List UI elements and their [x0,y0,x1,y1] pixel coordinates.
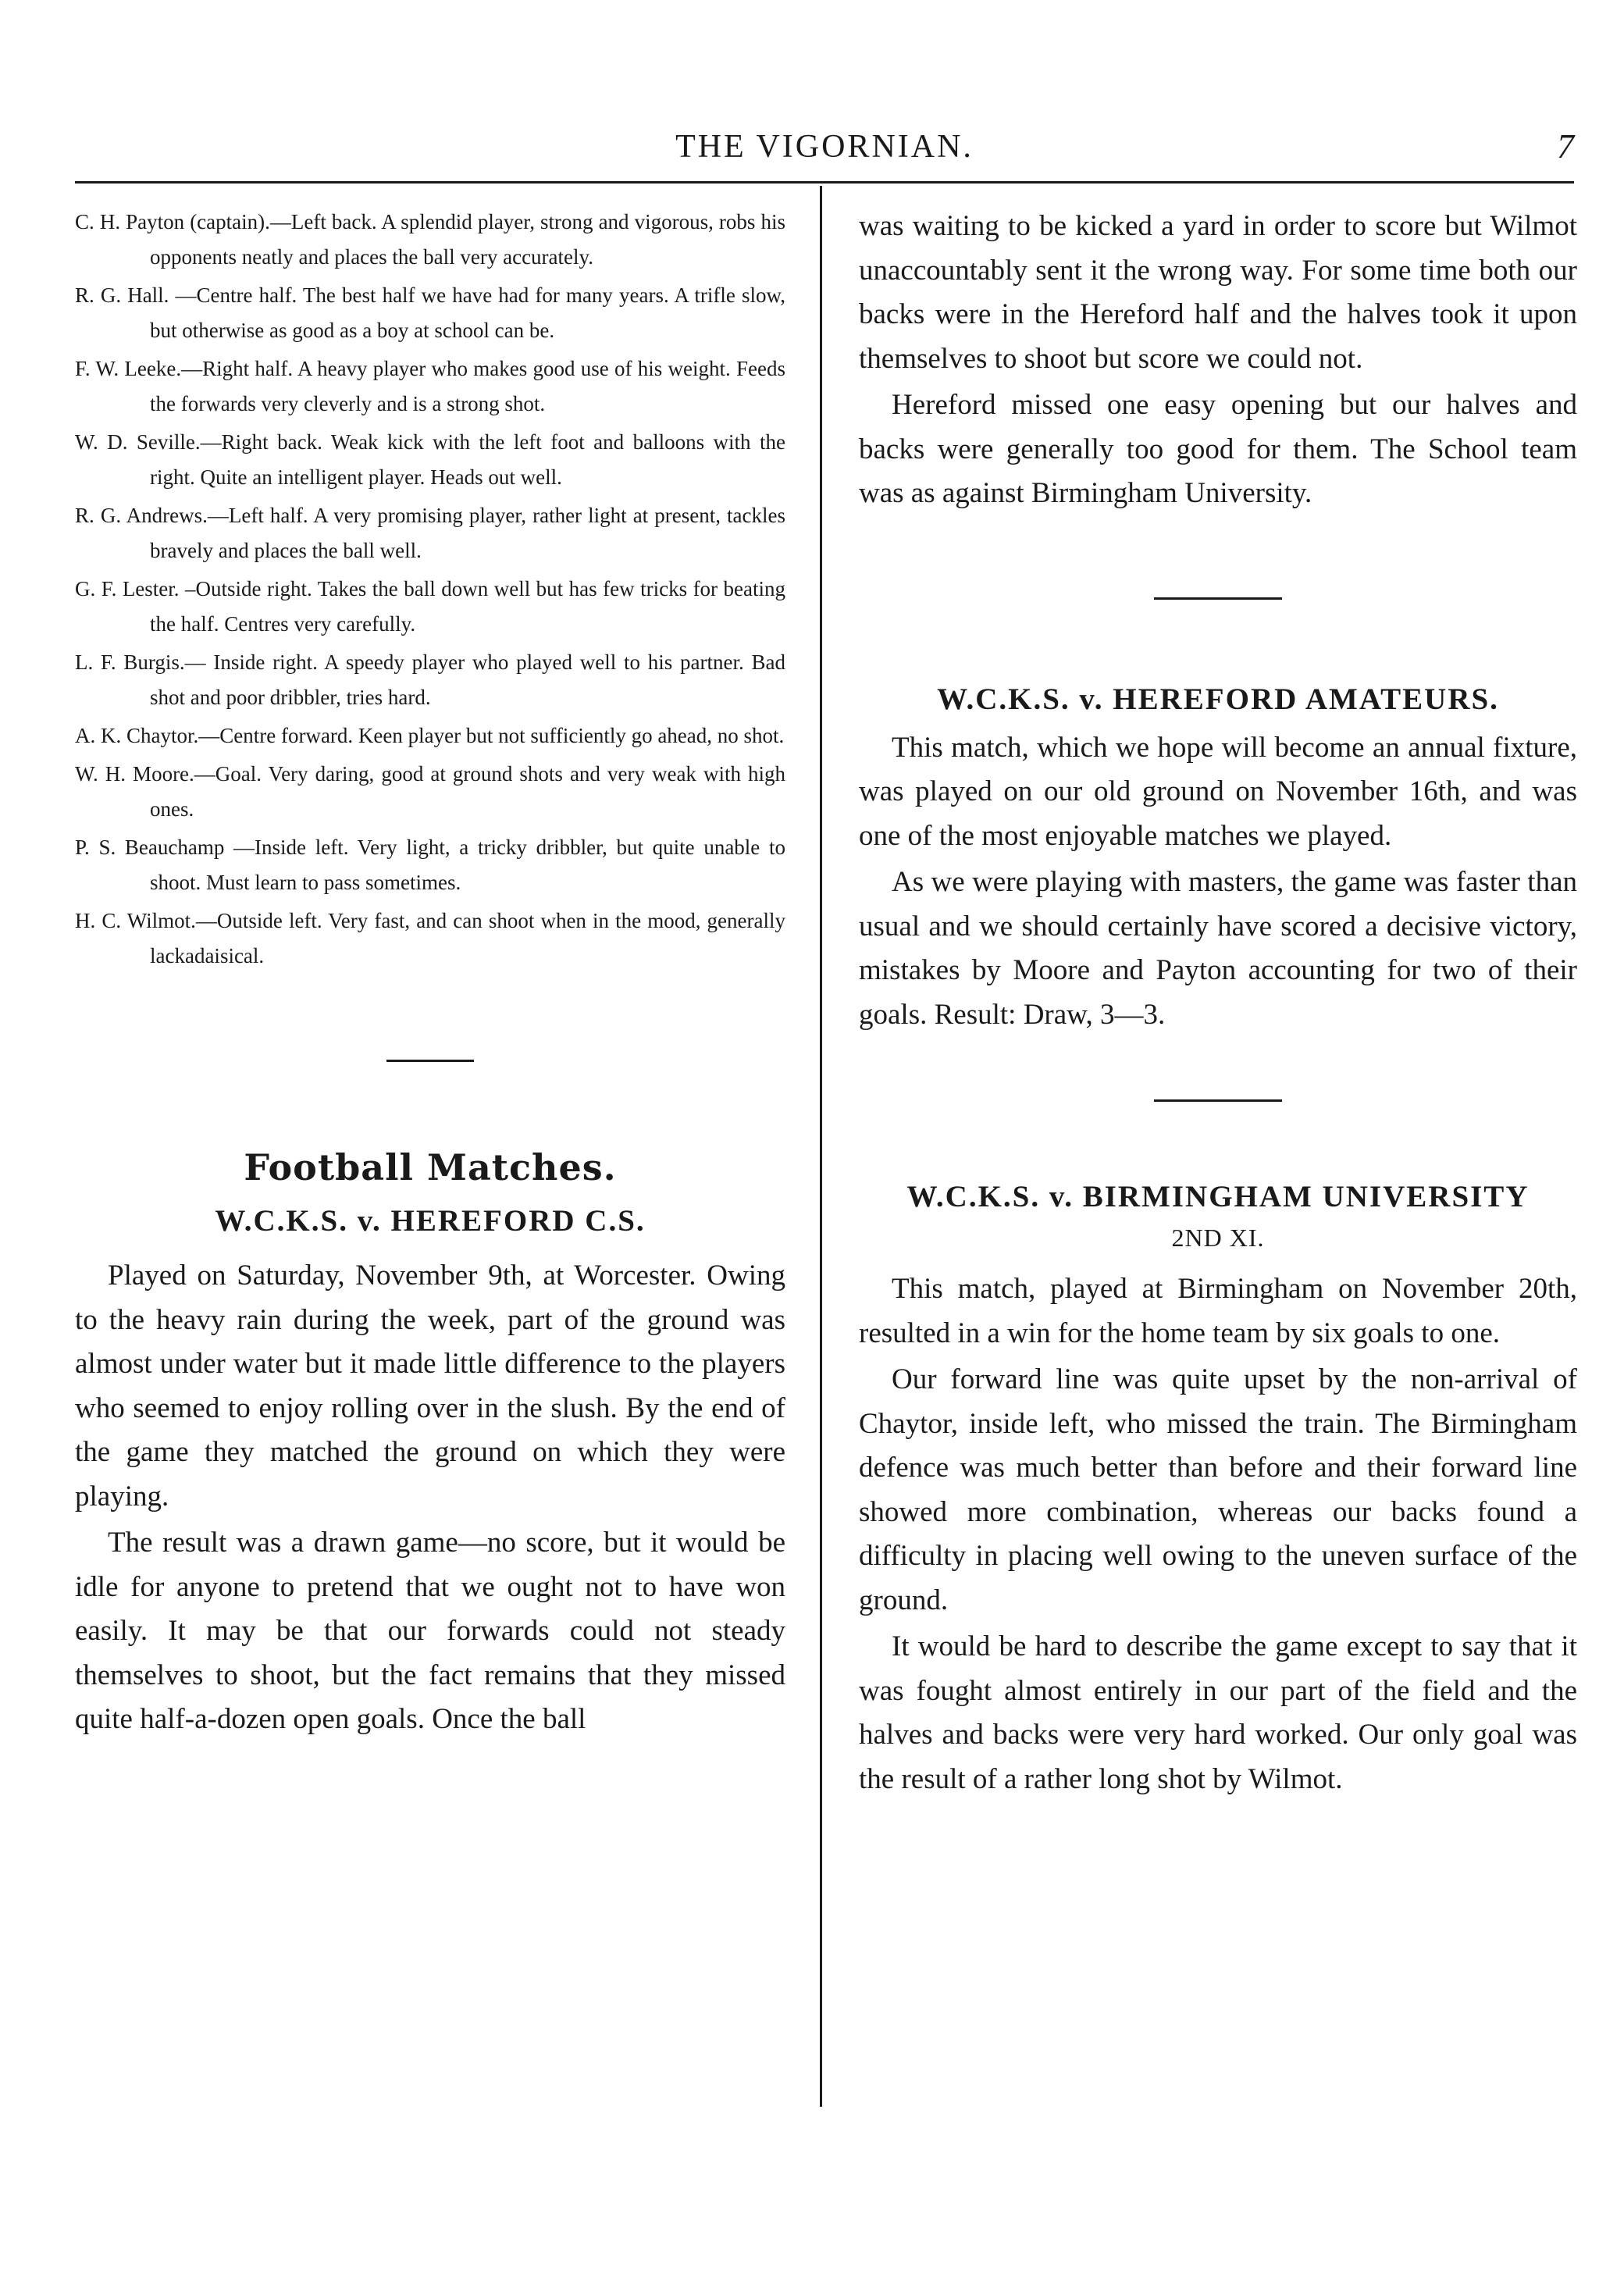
section-title: Football Matches. [244,1146,617,1188]
roster-entry: A. K. Chaytor.—Centre forward. Keen player but not sufficiently go ahead, no shot. [75,724,785,747]
match-paragraph: Hereford missed one easy opening but our halves and backs were generally too good for them. The School team was as against Birmingham University. [859,389,1577,509]
match-heading: W.C.K.S. v. HEREFORD AMATEURS. [937,682,1499,716]
roster-entry: C. H. Payton (captain).—Left back. A splendid player, strong and vigorous, robs his opponents neatly and places the ball very accurately. [75,210,785,269]
match-heading: W.C.K.S. v. BIRMINGHAM UNIVERSITY [906,1180,1530,1213]
match-heading: W.C.K.S. v. HEREFORD C.S. [215,1204,646,1238]
match-subheading: 2ND XI. [1171,1224,1265,1252]
section-rule [386,1060,474,1062]
page-header [75,125,1574,181]
roster-entry: W. D. Seville.—Right back. Weak kick with the left foot and balloons with the right. Quite an intelligent player. Heads out well. [75,430,785,489]
roster-entry: F. W. Leeke.—Right half. A heavy player who makes good use of his weight. Feeds the forwards very cleverly and is a strong shot. [75,357,785,415]
team-roster [75,205,785,974]
match-birmingham-university [859,1175,1577,1801]
match-paragraph: Played on Saturday, November 9th, at Worcester. Owing to the heavy rain during the week, part of the ground was almost under water but it made little difference to the players who seemed to enjoy rolling over in the slush. By the end of the game they matched the ground on which they were playing. [75,1260,785,1513]
match-paragraph: This match, which we hope will become an annual fixture, was played on our old ground on November 16th, and was one of the most enjoyable matches we played. [859,731,1577,852]
match-paragraph: Our forward line was quite upset by the non-arrival of Chaytor, inside left, who missed the train. The Birmingham defence was much better than before and their forward line showed more combination, whereas our backs found a difficulty in placing well owing to the uneven surface of the ground. [859,1363,1577,1616]
page-number: 7 [1557,127,1574,166]
roster-entry: R. G. Andrews.—Left half. A very promising player, rather light at present, tackles bravely and places the ball well. [75,504,785,562]
roster-entry: P. S. Beauchamp —Inside left. Very light, a tricky dribbler, but quite unable to shoot. Must learn to pass sometimes. [75,836,785,894]
match-paragraph: As we were playing with masters, the game was faster than usual and we should certainly have scored a decisive victory, mistakes by Moore and Payton accounting for two of their goals. Result: Draw, 3—3. [859,866,1577,1031]
match-paragraph: It would be hard to describe the game except to say that it was fought almost entirely in our part of the field and the halves and backs were very hard worked. Our only goal was the result of a rather long shot by Wilmot. [859,1630,1577,1795]
right-column [859,205,1577,1804]
match-hereford-cs [75,1199,785,1742]
match-paragraph: The result was a drawn game—no score, but it would be idle for anyone to pretend that we ought not to have won easily. It may be that our forwards could not steady themselves to shoot, but the fact remains that they missed quite half-a-dozen open goals. Once the ball [75,1527,785,1735]
roster-entry: W. H. Moore.—Goal. Very daring, good at ground shots and very weak with high ones. [75,762,785,821]
match-paragraph: This match, played at Birmingham on November 20th, resulted in a win for the home team by six goals to one. [859,1273,1577,1349]
roster-entry: R. G. Hall. —Centre half. The best half we have had for many years. A trifle slow, but otherwise as good as a boy at school can be. [75,283,785,342]
match-paragraph-continued: was waiting to be kicked a yard in order to score but Wilmot unaccountably sent it the wrong way. For some time both our backs were in the Hereford half and the halves took it upon themselves to shoot but score we could not. [859,210,1577,375]
roster-entry: H. C. Wilmot.—Outside left. Very fast, and can shoot when in the mood, generally lackadaisical. [75,909,785,967]
match-hereford-amateurs [859,678,1577,1038]
column-divider [820,186,822,2107]
header-rule [75,181,1574,184]
roster-entry: G. F. Lester. –Outside right. Takes the ball down well but has few tricks for beating the half. Centres very carefully. [75,577,785,636]
left-column [75,205,785,1744]
roster-entry: L. F. Burgis.— Inside right. A speedy player who played well to his partner. Bad shot and poor dribbler, tries hard. [75,650,785,709]
running-title: THE VIGORNIAN. [675,129,974,165]
section-rule [1154,1099,1282,1102]
section-rule [1154,597,1282,600]
